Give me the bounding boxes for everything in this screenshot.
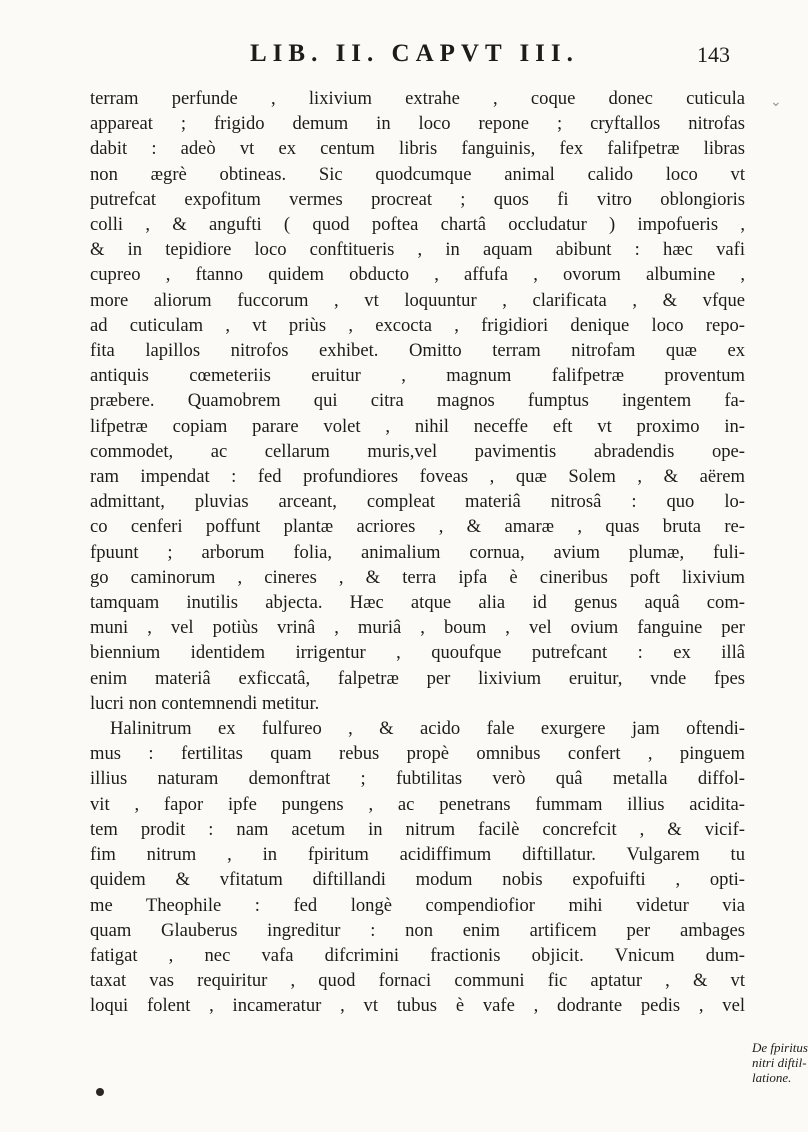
page-number: 143: [697, 42, 730, 67]
text-line: co cenferi poffunt plantæ acriores , & amaræ , quas bruta re-: [90, 516, 745, 538]
text-line: antiquis cœmeteriis eruitur , magnum falifpetræ proventum: [90, 365, 745, 387]
text-line: colli , & angufti ( quod poftea chartâ occludatur ) impofueris ,: [90, 214, 745, 236]
text-line: muni , vel potiùs vrinâ , muriâ , boum , vel ovium fanguine per: [90, 617, 745, 639]
text-line: commodet, ac cellarum muris,vel pavimentis abradendis ope-: [90, 440, 745, 462]
text-line: fpuunt ; arborum folia, animalium cornua, avium plumæ, fuli-: [90, 541, 745, 563]
text-line: & in tepidiore loco conftitueris , in aquam abibunt : hæc vafi: [90, 239, 745, 261]
text-line: fita lapillos nitrofos exhibet. Omitto terram nitrofam quæ ex: [90, 340, 745, 362]
margin-note-line: nitri diftil-: [752, 1055, 807, 1070]
text-line: biennium identidem irrigentur , quoufque putrefcant : ex illâ: [90, 642, 745, 664]
text-line: admittant, pluvias arceant, compleat materiâ nitrosâ : quo lo-: [90, 491, 745, 513]
chevron-icon: ⌄: [770, 95, 782, 110]
text-line: quam Glauberus ingreditur : non enim artificem per ambages: [90, 919, 745, 941]
text-line: me Theophile : fed longè compendiofior mihi videtur via: [90, 894, 745, 916]
text-line: lucri non contemnendi metitur.: [90, 692, 320, 714]
text-line: mus : fertilitas quam rebus propè omnibus confert , pinguem: [90, 743, 745, 765]
text-line: fim nitrum , in fpiritum acidiffimum diftillatur. Vulgarem tu: [90, 844, 745, 866]
text-line: appareat ; frigido demum in loco repone ; cryftallos nitrofas: [90, 113, 745, 135]
text-line: putrefcat expofitum vermes procreat ; quos fi vitro oblongioris: [90, 188, 745, 210]
text-line: ram impendat : fed profundiores foveas , quæ Solem , & aërem: [90, 466, 745, 488]
text-line: tem prodit : nam acetum in nitrum facilè concrefcit , & vicif-: [90, 818, 745, 840]
text-line: Halinitrum ex fulfureo , & acido fale exurgere jam oftendi-: [110, 718, 745, 740]
text-line: more aliorum fuccorum , vt loquuntur , clarificata , & vfque: [90, 289, 745, 311]
text-line: fatigat , nec vafa difcrimini fractionis objicit. Vnicum dum-: [90, 944, 745, 966]
text-line: enim materiâ exficcatâ, falpetræ per lixivium eruitur, vnde fpes: [90, 667, 745, 689]
body-text: [90, 86, 745, 1019]
text-line: loqui folent , incameratur , vt tubus è vafe , dodrante pedis , vel: [90, 995, 745, 1017]
running-head: LIB. II. CAPVT III.: [250, 40, 579, 67]
text-line: vit , fapor ipfe pungens , ac penetrans fummam illius acidita-: [90, 793, 745, 815]
text-line: taxat vas requiritur , quod fornaci communi fic aptatur , & vt: [90, 970, 745, 992]
margin-note: [752, 1040, 808, 1085]
text-line: quidem & vfitatum diftillandi modum nobis expofuifti , opti-: [90, 869, 745, 891]
text-line: ad cuticulam , vt priùs , excocta , frigidiori denique loco repo-: [90, 314, 745, 336]
page-header: [90, 40, 730, 70]
text-line: dabit : adeò vt ex centum libris fanguinis, fex falifpetræ libras: [90, 138, 745, 160]
margin-note-line: De fpiritus: [752, 1040, 808, 1055]
margin-note-line: latione.: [752, 1070, 792, 1085]
text-line: præbere. Quamobrem qui citra magnos fumptus ingentem fa-: [90, 390, 745, 412]
text-line: tamquam inutilis abjecta. Hæc atque alia id genus aquâ com-: [90, 592, 745, 614]
text-line: non ægrè obtineas. Sic quodcumque animal calido loco vt: [90, 163, 745, 185]
text-line: go caminorum , cineres , & terra ipfa è cineribus poft lixivium: [90, 566, 745, 588]
text-line: cupreo , ftanno quidem obducto , affufa , ovorum albumine ,: [90, 264, 745, 286]
printer-ornament: [96, 1088, 104, 1096]
text-line: terram perfunde , lixivium extrahe , coque donec cuticula: [90, 88, 745, 109]
text-line: illius naturam demonftrat ; fubtilitas verò quâ metalla diffol-: [90, 768, 745, 790]
text-line: lifpetræ copiam parare volet , nihil neceffe eft vt proximo in-: [90, 415, 745, 437]
